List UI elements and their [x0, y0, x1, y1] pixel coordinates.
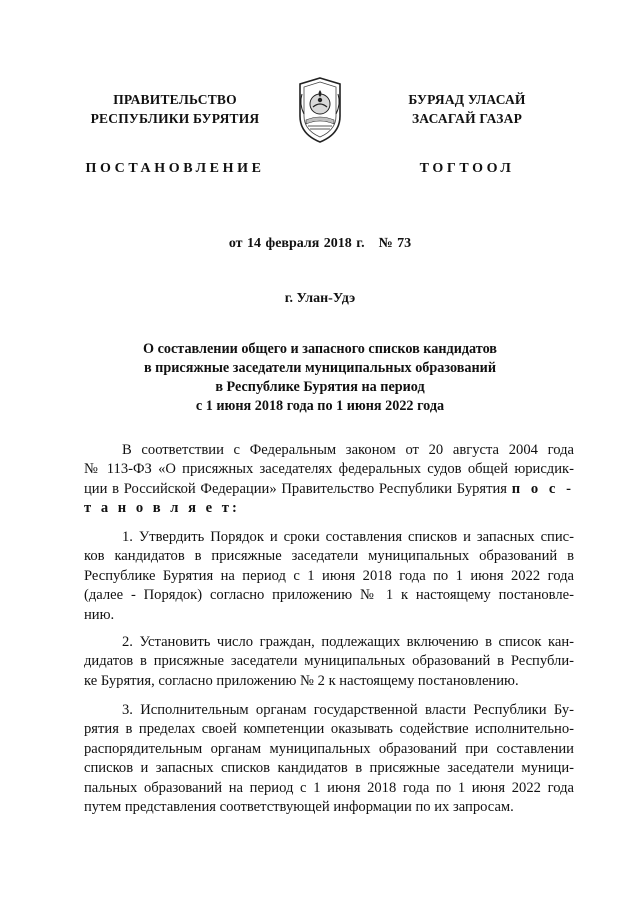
document-date: от 14 февраля 2018 г.	[228, 236, 365, 251]
paragraph-line: путем представления соответствующей информации по их запросам.	[84, 799, 514, 816]
paragraph-line: рятия в пределах своей компетенции оказывать содействие исполнительно-	[84, 721, 574, 738]
paragraph-line: нию.	[84, 606, 115, 623]
doctype-bua: ТОГТООЛ	[419, 161, 515, 176]
paragraph-line-text: ции в Российской Федерации» Правительство Республики Бурятия	[84, 480, 512, 497]
title-line: в присяжные заседатели муниципальных образований	[143, 360, 497, 376]
paragraph-line: № 113-ФЗ «О присяжных заседателях федеральных судов общей юрисдик-	[84, 461, 574, 478]
title-line: с 1 июня 2018 года по 1 июня 2022 года	[195, 398, 445, 414]
paragraph-item-3	[84, 701, 574, 817]
doctype-ru: ПОСТАНОВЛЕНИЕ	[85, 161, 265, 176]
paragraph-line: ков кандидатов в присяжные заседатели муниципальных образований в	[84, 548, 574, 565]
resolve-word-start: п о с -	[511, 480, 574, 497]
paragraph-line	[84, 480, 574, 499]
paragraph-line: 3. Исполнительным органам государственной власти Республики Бу-	[122, 702, 574, 718]
coat-of-arms-buryatia-icon	[296, 76, 344, 144]
paragraph-preamble	[84, 441, 574, 519]
document-title	[0, 340, 640, 416]
document-city: г. Улан-Удэ	[284, 291, 356, 306]
title-line: О составлении общего и запасного списков кандидатов	[143, 341, 497, 357]
paragraph-line: Республике Бурятия на период с 1 июня 2018 года по 1 июня 2022 года	[84, 567, 574, 584]
title-line: в Республике Бурятия на период	[215, 379, 425, 395]
paragraph-line: 1. Утвердить Порядок и сроки составления списков и запасных спис-	[122, 529, 574, 545]
header-right-line-2: ЗАСАГАЙ ГАЗАР	[411, 111, 523, 126]
paragraph-line: ке Бурятия, согласно приложению № 2 к настоящему постановлению.	[84, 672, 519, 689]
header-left-line-2: РЕСПУБЛИКИ БУРЯТИЯ	[90, 111, 260, 126]
paragraph-item-2	[84, 633, 574, 691]
header-government-ru	[60, 90, 290, 178]
paragraph-line: (далее - Порядок) согласно приложению № 1 к настоящему постановле-	[84, 587, 574, 604]
paragraph-line: пальных образований на период с 1 июня 2018 года по 1 июня 2022 года	[84, 779, 574, 796]
resolve-word-end: т а н о в л я е т:	[84, 500, 240, 517]
paragraph-line: списков и запасных списков кандидатов в присяжные заседатели муници-	[84, 760, 574, 777]
header-government-bua	[352, 90, 582, 178]
header-left-line-1: ПРАВИТЕЛЬСТВО	[113, 92, 237, 107]
paragraph-item-1	[84, 528, 574, 625]
paragraph-line: распорядительным органам муниципальных образований при составлении	[84, 740, 574, 757]
paragraph-line: В соответствии с Федеральным законом от 20 августа 2004 года	[122, 442, 574, 458]
header-right-line-1: БУРЯАД УЛАСАЙ	[408, 92, 526, 107]
document-date-number	[0, 236, 640, 252]
paragraph-line: 2. Установить число граждан, подлежащих включению в список кан-	[122, 634, 574, 650]
document-number: № 73	[378, 236, 412, 251]
paragraph-line: дидатов в присяжные заседатели муниципальных образований в Республи-	[84, 653, 574, 670]
